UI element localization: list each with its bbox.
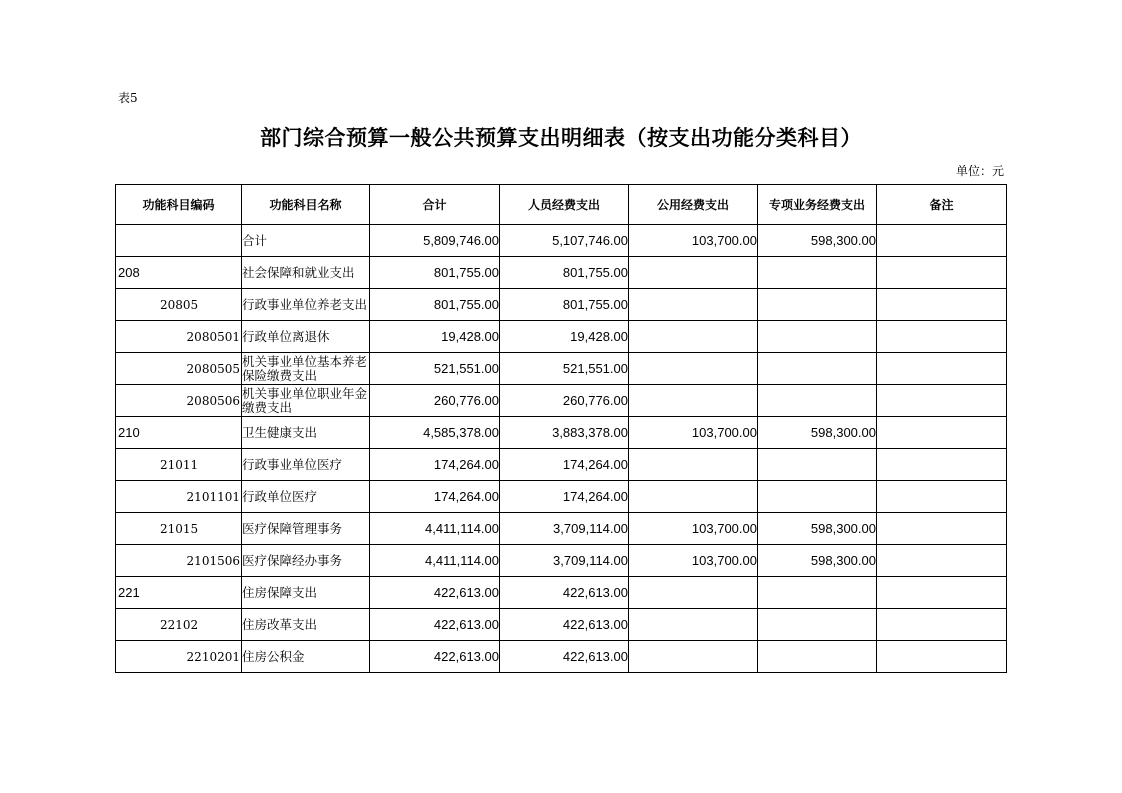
cell-total: 422,613.00 xyxy=(370,609,500,641)
cell-personnel: 422,613.00 xyxy=(500,609,629,641)
table-row xyxy=(116,385,1007,417)
cell-total: 5,809,746.00 xyxy=(370,225,500,257)
cell-personnel: 3,709,114.00 xyxy=(500,513,629,545)
cell-name: 行政事业单位医疗 xyxy=(242,449,370,481)
cell-public xyxy=(629,577,758,609)
cell-name: 医疗保障管理事务 xyxy=(242,513,370,545)
expenditure-table xyxy=(115,184,1007,673)
cell-personnel: 801,755.00 xyxy=(500,257,629,289)
cell-note xyxy=(877,641,1007,673)
cell-public: 103,700.00 xyxy=(629,513,758,545)
cell-public: 103,700.00 xyxy=(629,545,758,577)
cell-name: 住房保障支出 xyxy=(242,577,370,609)
cell-public xyxy=(629,321,758,353)
table-row xyxy=(116,289,1007,321)
cell-total: 422,613.00 xyxy=(370,577,500,609)
table-row xyxy=(116,417,1007,449)
cell-total: 422,613.00 xyxy=(370,641,500,673)
unit-label: 单位：元 xyxy=(955,164,1004,178)
cell-total: 521,551.00 xyxy=(370,353,500,385)
cell-personnel: 5,107,746.00 xyxy=(500,225,629,257)
cell-special: 598,300.00 xyxy=(758,417,877,449)
header-note: 备注 xyxy=(877,185,1007,225)
table-row xyxy=(116,481,1007,513)
cell-code: 208 xyxy=(116,257,242,289)
cell-public xyxy=(629,449,758,481)
cell-special: 598,300.00 xyxy=(758,513,877,545)
cell-note xyxy=(877,385,1007,417)
cell-special: 598,300.00 xyxy=(758,225,877,257)
cell-special xyxy=(758,481,877,513)
table-row xyxy=(116,513,1007,545)
cell-public xyxy=(629,481,758,513)
cell-note xyxy=(877,257,1007,289)
cell-note xyxy=(877,545,1007,577)
cell-code: 2080501 xyxy=(116,321,242,353)
cell-name: 机关事业单位职业年金缴费支出 xyxy=(242,385,370,417)
cell-note xyxy=(877,289,1007,321)
cell-code: 2210201 xyxy=(116,641,242,673)
cell-personnel: 19,428.00 xyxy=(500,321,629,353)
cell-code: 2080506 xyxy=(116,385,242,417)
table-number-label: 表5 xyxy=(118,91,138,105)
cell-name: 机关事业单位基本养老保险缴费支出 xyxy=(242,353,370,385)
table-row xyxy=(116,225,1007,257)
cell-total: 4,411,114.00 xyxy=(370,545,500,577)
cell-note xyxy=(877,577,1007,609)
cell-public: 103,700.00 xyxy=(629,225,758,257)
cell-note xyxy=(877,321,1007,353)
cell-note xyxy=(877,513,1007,545)
cell-name: 行政事业单位养老支出 xyxy=(242,289,370,321)
cell-name: 住房改革支出 xyxy=(242,609,370,641)
cell-total: 4,411,114.00 xyxy=(370,513,500,545)
table-header-row xyxy=(116,185,1007,225)
cell-special xyxy=(758,449,877,481)
cell-total: 19,428.00 xyxy=(370,321,500,353)
page-title: 部门综合预算一般公共预算支出明细表（按支出功能分类科目） xyxy=(260,125,862,150)
cell-note xyxy=(877,481,1007,513)
cell-code: 22102 xyxy=(116,609,242,641)
header-total: 合计 xyxy=(370,185,500,225)
cell-public xyxy=(629,385,758,417)
cell-personnel: 3,709,114.00 xyxy=(500,545,629,577)
table-row xyxy=(116,353,1007,385)
cell-personnel: 801,755.00 xyxy=(500,289,629,321)
cell-name: 行政单位离退休 xyxy=(242,321,370,353)
cell-personnel: 422,613.00 xyxy=(500,641,629,673)
cell-note xyxy=(877,225,1007,257)
cell-name: 卫生健康支出 xyxy=(242,417,370,449)
cell-code: 2101506 xyxy=(116,545,242,577)
cell-public xyxy=(629,257,758,289)
cell-name: 医疗保障经办事务 xyxy=(242,545,370,577)
cell-special xyxy=(758,577,877,609)
cell-total: 801,755.00 xyxy=(370,257,500,289)
cell-personnel: 174,264.00 xyxy=(500,481,629,513)
cell-note xyxy=(877,353,1007,385)
cell-personnel: 521,551.00 xyxy=(500,353,629,385)
cell-personnel: 174,264.00 xyxy=(500,449,629,481)
table-row xyxy=(116,609,1007,641)
cell-special xyxy=(758,353,877,385)
cell-special xyxy=(758,385,877,417)
cell-public xyxy=(629,353,758,385)
cell-name: 社会保障和就业支出 xyxy=(242,257,370,289)
cell-public: 103,700.00 xyxy=(629,417,758,449)
cell-personnel: 260,776.00 xyxy=(500,385,629,417)
cell-code: 2101101 xyxy=(116,481,242,513)
cell-note xyxy=(877,417,1007,449)
table-row xyxy=(116,257,1007,289)
cell-public xyxy=(629,289,758,321)
cell-total: 801,755.00 xyxy=(370,289,500,321)
cell-note xyxy=(877,609,1007,641)
table-body xyxy=(116,225,1007,673)
cell-total: 260,776.00 xyxy=(370,385,500,417)
cell-name: 住房公积金 xyxy=(242,641,370,673)
cell-personnel: 422,613.00 xyxy=(500,577,629,609)
table-row xyxy=(116,641,1007,673)
table-row xyxy=(116,321,1007,353)
header-public: 公用经费支出 xyxy=(629,185,758,225)
cell-code: 2080505 xyxy=(116,353,242,385)
cell-special xyxy=(758,257,877,289)
cell-total: 4,585,378.00 xyxy=(370,417,500,449)
cell-code: 20805 xyxy=(116,289,242,321)
cell-note xyxy=(877,449,1007,481)
cell-code xyxy=(116,225,242,257)
cell-code: 21015 xyxy=(116,513,242,545)
cell-code: 221 xyxy=(116,577,242,609)
cell-special xyxy=(758,321,877,353)
cell-code: 210 xyxy=(116,417,242,449)
cell-special: 598,300.00 xyxy=(758,545,877,577)
table-row xyxy=(116,577,1007,609)
table-row xyxy=(116,449,1007,481)
cell-public xyxy=(629,641,758,673)
cell-code: 21011 xyxy=(116,449,242,481)
table-row xyxy=(116,545,1007,577)
cell-public xyxy=(629,609,758,641)
header-name: 功能科目名称 xyxy=(242,185,370,225)
header-code: 功能科目编码 xyxy=(116,185,242,225)
cell-special xyxy=(758,641,877,673)
cell-total: 174,264.00 xyxy=(370,481,500,513)
cell-special xyxy=(758,609,877,641)
cell-personnel: 3,883,378.00 xyxy=(500,417,629,449)
header-special: 专项业务经费支出 xyxy=(758,185,877,225)
cell-name: 行政单位医疗 xyxy=(242,481,370,513)
header-personnel: 人员经费支出 xyxy=(500,185,629,225)
cell-special xyxy=(758,289,877,321)
cell-name: 合计 xyxy=(242,225,370,257)
cell-total: 174,264.00 xyxy=(370,449,500,481)
